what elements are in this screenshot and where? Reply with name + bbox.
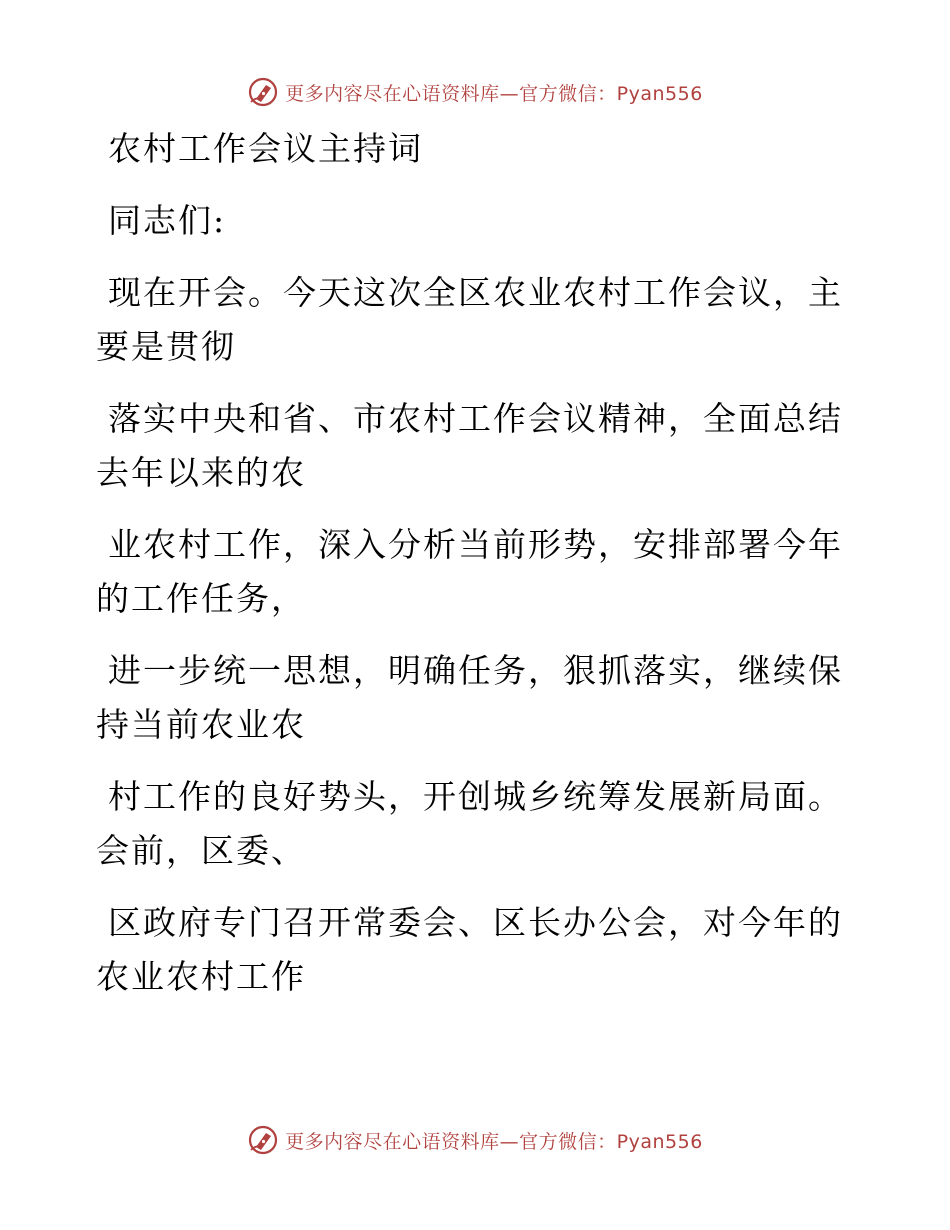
document-title: 农村工作会议主持词 (108, 129, 423, 168)
wechat-id: Pyan556 (616, 1130, 703, 1153)
header-watermark (0, 72, 950, 112)
salutation: 同志们: (108, 201, 227, 240)
wechat-id: Pyan556 (616, 82, 703, 105)
paragraph (96, 644, 843, 752)
pen-nib-logo-icon (247, 1124, 279, 1156)
watermark-text: 更多内容尽在心语资料库—官方微信：Pyan556 (285, 82, 703, 105)
paragraph-line: 持当前农业农 (96, 705, 306, 744)
paragraph (96, 896, 843, 1004)
paragraph-line: 村工作的良好势头，开创城乡统筹发展新局面。 (108, 777, 843, 816)
paragraph (96, 518, 843, 626)
paragraph-line: 农业农村工作 (96, 957, 306, 996)
paragraph-line: 区政府专门召开常委会、区长办公会，对今年的 (108, 903, 843, 942)
paragraph (96, 266, 843, 374)
paragraph-line: 去年以来的农 (96, 453, 306, 492)
document-body (96, 122, 843, 1004)
paragraph-line: 进一步统一思想，明确任务，狠抓落实，继续保 (108, 651, 843, 690)
paragraph-line: 要是贯彻 (96, 327, 236, 366)
paragraph-line: 落实中央和省、市农村工作会议精神，全面总结 (108, 399, 843, 438)
paragraph (96, 392, 843, 500)
paragraph-line: 会前，区委、 (96, 831, 306, 870)
paragraph-line: 现在开会。今天这次全区农业农村工作会议，主 (108, 273, 843, 312)
paragraph-line: 的工作任务， (96, 579, 306, 618)
paragraph (96, 770, 843, 878)
footer-watermark (0, 1120, 950, 1160)
pen-nib-logo-icon (247, 76, 279, 108)
paragraph-line: 业农村工作，深入分析当前形势，安排部署今年 (108, 525, 843, 564)
watermark-text: 更多内容尽在心语资料库—官方微信：Pyan556 (285, 1130, 703, 1153)
